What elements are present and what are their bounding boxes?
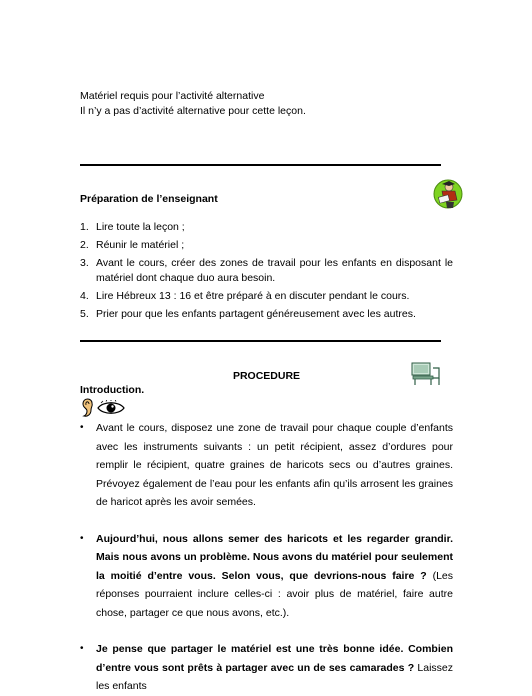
divider [80,164,441,166]
list-item: 5. Prier pour que les enfants partagent généreusement avec les autres. [80,308,416,320]
divider [80,340,441,342]
eye-icon [97,400,125,416]
section-title: Préparation de l’enseignant [80,193,218,205]
list-item: 4. Lire Hébreux 13 : 16 et être préparé à en discuter pendant le cours. [80,290,410,302]
classroom-chairs-icon [411,360,441,386]
list-item: • Aujourd’hui, nous allons semer des haricots et les regarder grandir. Mais nous avons un problème. Nous avons du matériel pour seulement la moitié d’entre vous. Selon vous, que devrions-nous faire ? (Les réponses pourraient inclure celles-ci : avoir plus de matériel, faire autre chose, partager ce que nous avons, etc.). [80,530,453,623]
list-item: • Avant le cours, disposez une zone de travail pour chaque couple d’enfants avec les instruments suivants : un petit récipient, assez d’ordures pour remplir le récipient, quatre graines de haricots secs ou d’autres graines. Prévoyez également de l’eau pour les enfants afin qu’ils arrosent les graines de haricot après les avoir semées. [80,419,453,512]
list-item: 2. Réunir le matériel ; [80,239,185,251]
intro-heading: Introduction. [80,384,145,396]
prep-steps [80,220,453,325]
ear-icon [81,396,95,418]
list-item: • Je pense que partager le matériel est une très bonne idée. Combien d’entre vous sont prêts à partager avec un de ses camarades ? Laissez les enfants [80,640,453,696]
list-item: 3. Avant le cours, créer des zones de travail pour les enfants en disposant le matériel dont chaque duo aura besoin. [80,257,453,284]
procedure-title: PROCEDURE [232,370,301,382]
alt-activity-text: Il n’y a pas d’activité alternative pour cette leçon. [80,105,306,117]
teacher-reading-icon [433,178,463,212]
procedure-list [80,419,453,696]
bullet-icon: • [80,532,84,544]
bullet-icon: • [80,643,84,654]
bullet-icon: • [80,422,84,433]
list-item: 1. Lire toute la leçon ; [80,221,185,233]
alt-activity-heading: Matériel requis pour l’activité alternative [80,90,265,102]
